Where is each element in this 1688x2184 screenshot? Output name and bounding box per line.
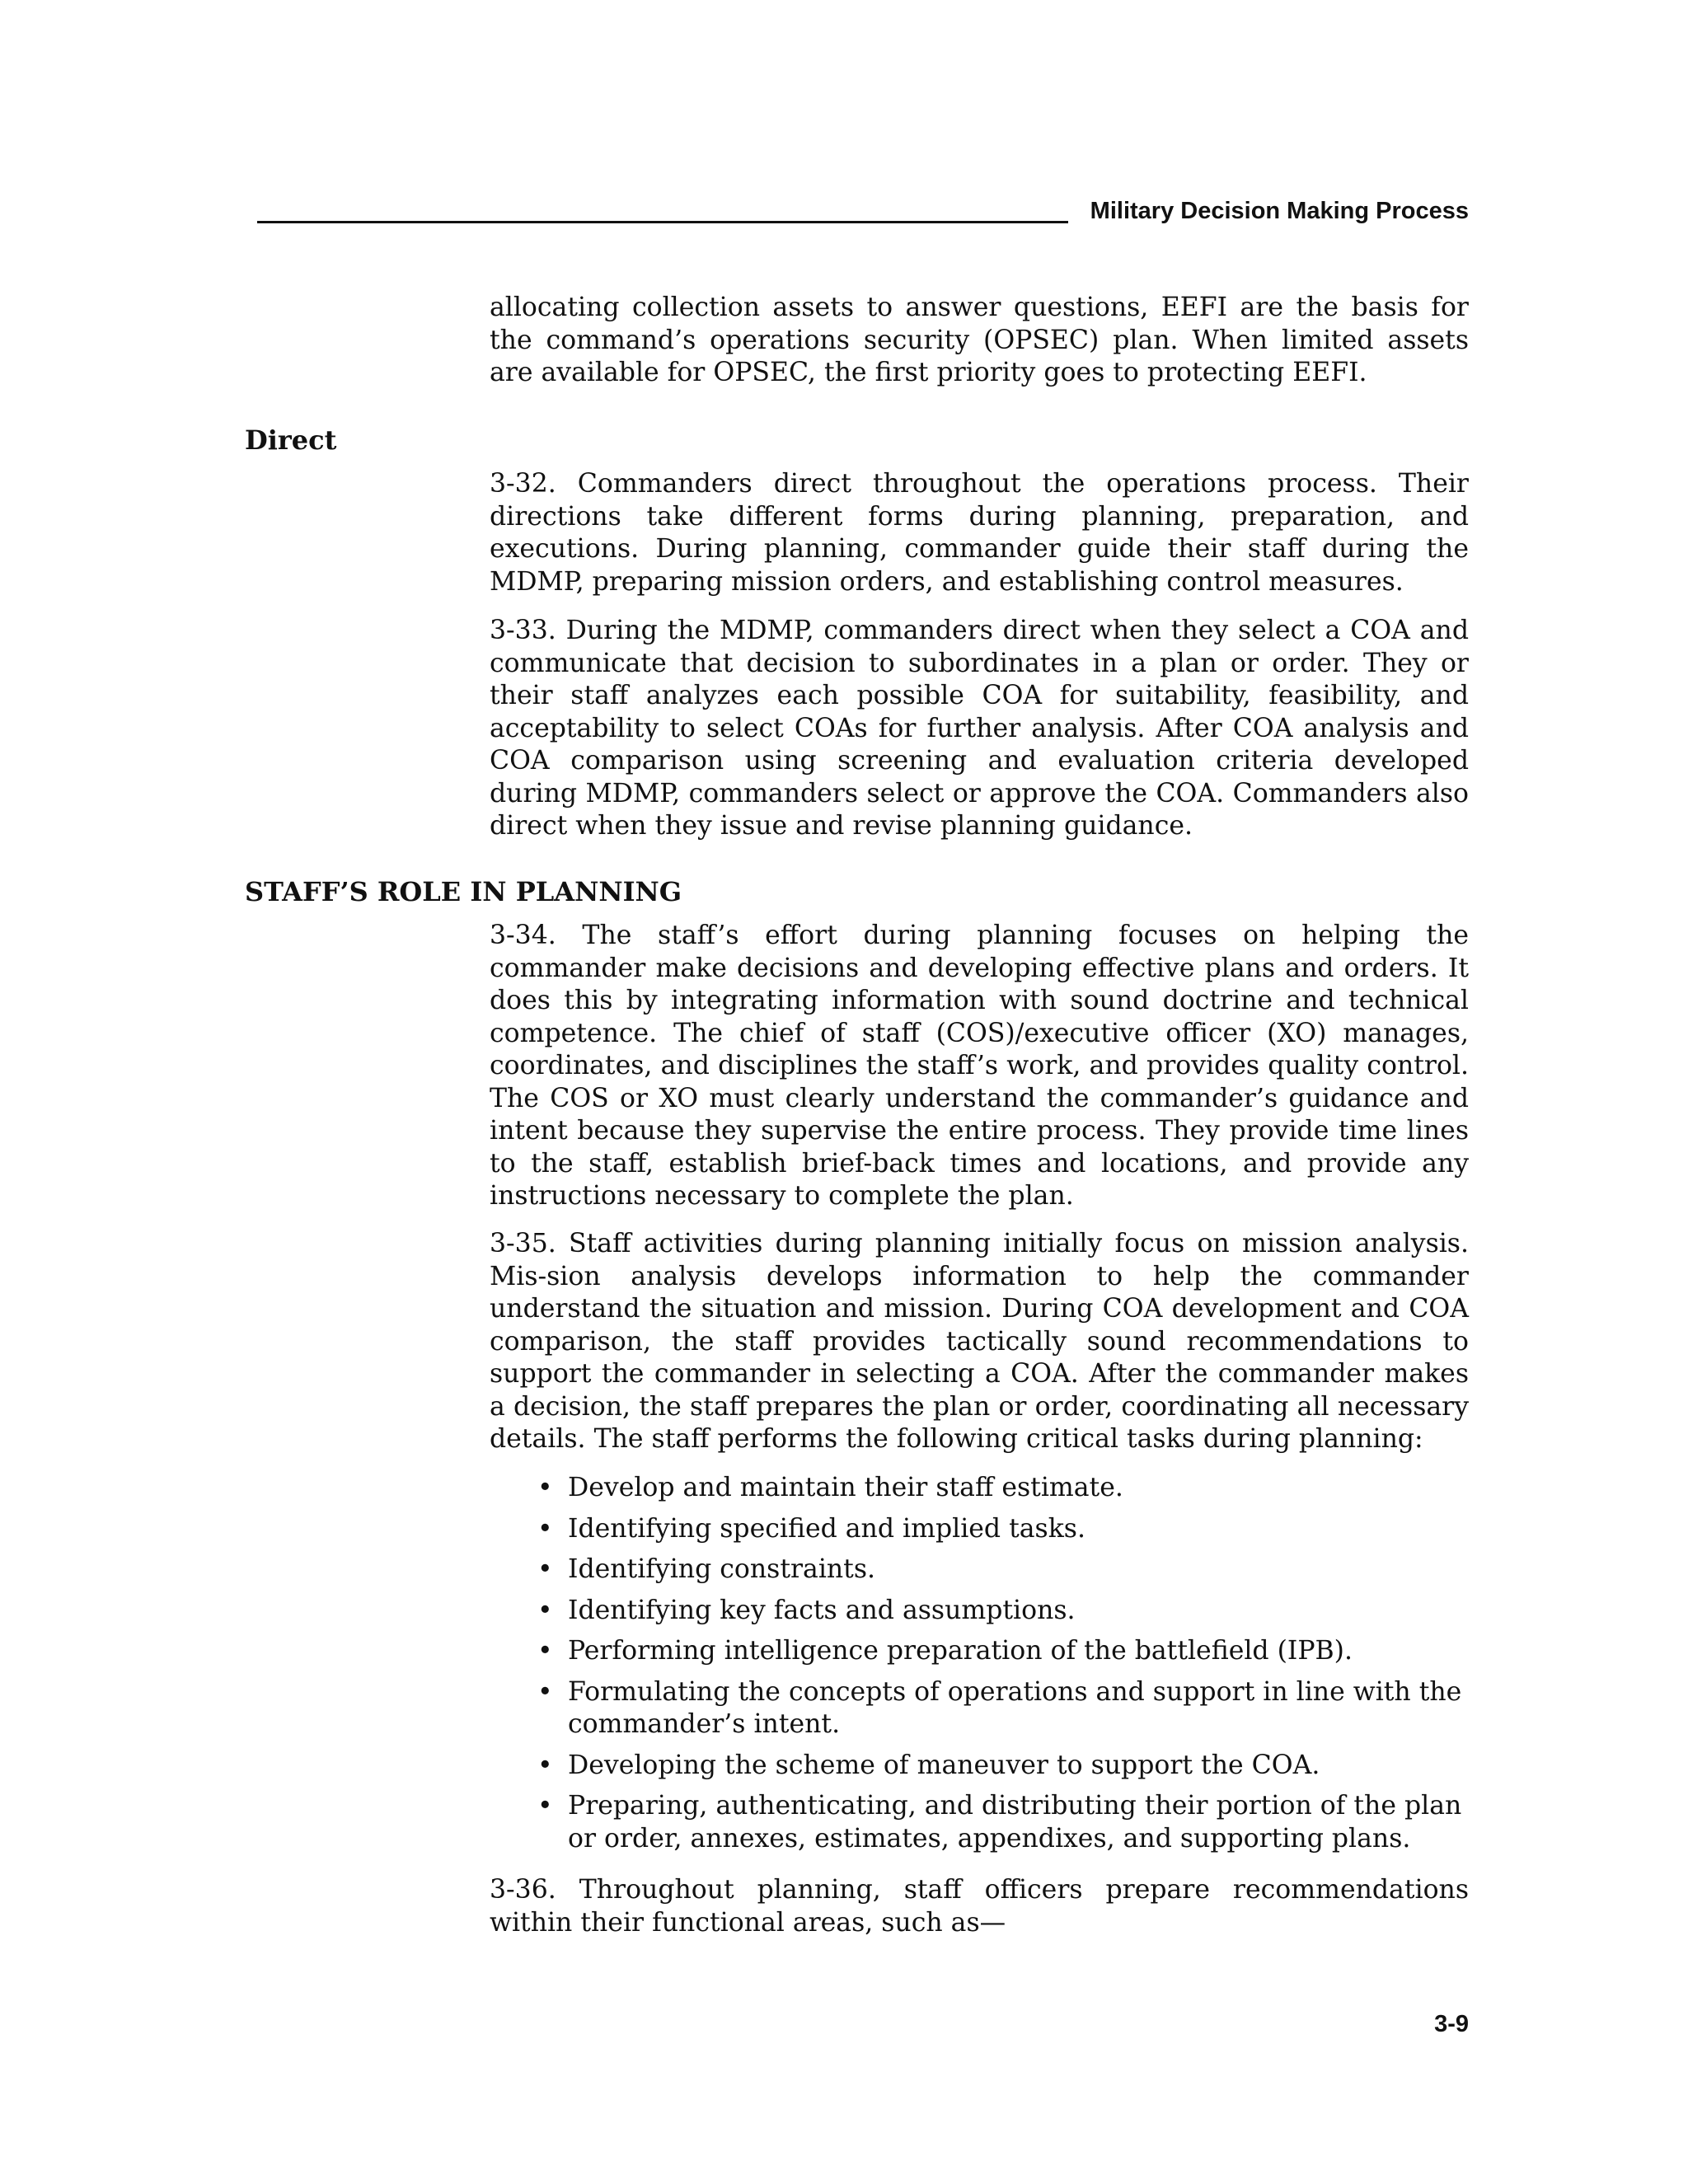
list-item: • Identifying constraints. (490, 1554, 1469, 1586)
list-item: • Identifying specified and implied tasks. (490, 1513, 1469, 1546)
paragraph-continuation: allocating collection assets to answer questions, EEFI are the basis for the command’s operations security (OPSEC) plan. When limited assets are available for OPSEC, the first priority goes to protecting EEFI. (490, 293, 1469, 387)
paragraph-3-34: 3-34. The staff’s effort during planning focuses on helping the commander make decisions and developing effective plans and orders. It does this by integrating information with sound doctrine and technical competence. The chief of staff (COS)/executive officer (XO) manages, coordinates, and disciplines the staff’s work, and provides quality control. The COS or XO must clearly understand the commander’s guidance and intent because they supervise the entire process. They provide time lines to the staff, establish brief-back times and locations, and provide any instructions necessary to complete the plan. (490, 921, 1469, 1211)
critical-tasks-list (490, 1472, 1469, 1863)
header-rule (257, 221, 1068, 223)
list-item: • Developing the scheme of maneuver to support the COA. (490, 1750, 1469, 1783)
paragraph-3-32: 3-32. Commanders direct throughout the operations process. Their directions take different forms during planning, preparation, and executions. During planning, commander guide their staff during the MDMP, preparing mission orders, and establishing control measures. (490, 469, 1469, 597)
header-title: Military Decision Making Process (1090, 198, 1469, 224)
paragraph-3-36: 3-36. Throughout planning, staff officers prepare recommendations within their functional areas, such as— (490, 1875, 1469, 1938)
list-item: • Formulating the concepts of operations and support in line with the commander’s intent. (490, 1676, 1469, 1741)
list-item: • Identifying key facts and assumptions. (490, 1595, 1469, 1628)
paragraph-3-35: 3-35. Staff activities during planning initially focus on mission analysis. Mis-sion analysis develops information to help the commander understand the situation and mission. During COA development and COA comparison, the staff provides tactically sound recommendations to support the commander in selecting a COA. After the commander makes a decision, the staff prepares the plan or order, coordinating all necessary details. The staff performs the following critical tasks during planning: (490, 1229, 1469, 1454)
list-item: • Preparing, authenticating, and distributing their portion of the plan or order, annexes, estimates, appendixes, and supporting plans. (490, 1790, 1469, 1855)
list-item: • Performing intelligence preparation of the battlefield (IPB). (490, 1635, 1469, 1668)
page-number: 3-9 (1434, 2011, 1469, 2037)
running-header (257, 196, 1469, 229)
heading-staff-role: STAFF’S ROLE IN PLANNING (245, 876, 682, 907)
list-item: • Develop and maintain their staff estimate. (490, 1472, 1469, 1505)
heading-direct: Direct (245, 424, 337, 456)
paragraph-3-33: 3-33. During the MDMP, commanders direct when they select a COA and communicate that decision to subordinates in a plan or order. They or their staff analyzes each possible COA for suitability, feasibility, and acceptability to select COAs for further analysis. After COA analysis and COA comparison using screening and evaluation criteria developed during MDMP, commanders select or approve the COA. Commanders also direct when they issue and revise planning guidance. (490, 616, 1469, 841)
